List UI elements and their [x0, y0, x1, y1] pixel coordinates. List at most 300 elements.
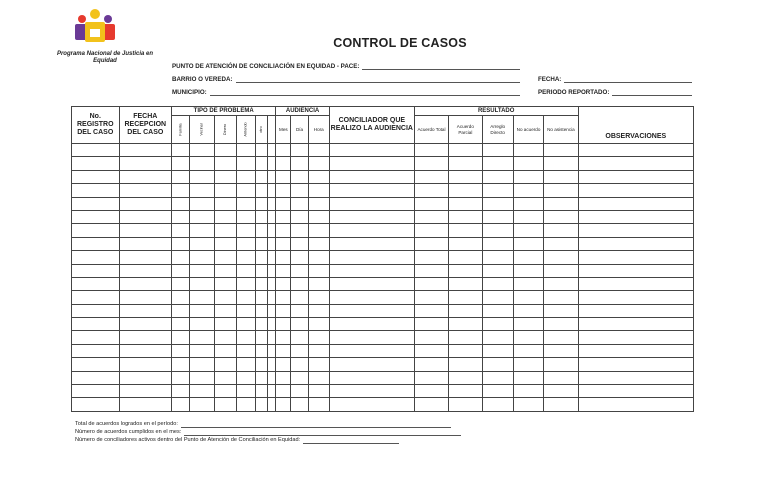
table-cell[interactable] — [236, 264, 255, 277]
table-cell[interactable] — [308, 304, 329, 317]
table-cell[interactable] — [329, 144, 414, 157]
table-cell[interactable] — [214, 251, 236, 264]
table-cell[interactable] — [276, 224, 291, 237]
table-cell[interactable] — [119, 398, 172, 412]
table-cell[interactable] — [255, 210, 267, 223]
table-cell[interactable] — [291, 264, 308, 277]
table-cell[interactable] — [214, 398, 236, 412]
table-cell[interactable] — [268, 264, 276, 277]
table-cell[interactable] — [172, 344, 190, 357]
table-cell[interactable] — [482, 358, 513, 371]
table-cell[interactable] — [449, 210, 482, 223]
table-cell[interactable] — [268, 331, 276, 344]
table-cell[interactable] — [449, 291, 482, 304]
table-cell[interactable] — [276, 291, 291, 304]
table-cell[interactable] — [72, 264, 120, 277]
table-cell[interactable] — [513, 210, 543, 223]
table-cell[interactable] — [482, 331, 513, 344]
table-cell[interactable] — [308, 184, 329, 197]
table-cell[interactable] — [276, 318, 291, 331]
table-cell[interactable] — [276, 344, 291, 357]
table-cell[interactable] — [308, 224, 329, 237]
field-punto-atencion[interactable] — [172, 63, 520, 70]
table-cell[interactable] — [119, 358, 172, 371]
table-cell[interactable] — [190, 291, 214, 304]
table-cell[interactable] — [449, 170, 482, 183]
table-cell[interactable] — [72, 184, 120, 197]
table-cell[interactable] — [482, 184, 513, 197]
table-cell[interactable] — [276, 358, 291, 371]
table-cell[interactable] — [119, 291, 172, 304]
table-cell[interactable] — [544, 398, 578, 412]
table-cell[interactable] — [119, 331, 172, 344]
field-periodo[interactable] — [538, 89, 692, 96]
table-cell[interactable] — [513, 371, 543, 384]
table-cell[interactable] — [119, 371, 172, 384]
table-cell[interactable] — [255, 371, 267, 384]
table-cell[interactable] — [236, 385, 255, 398]
table-cell[interactable] — [482, 344, 513, 357]
table-cell[interactable] — [291, 331, 308, 344]
table-cell[interactable] — [276, 210, 291, 223]
table-cell[interactable] — [214, 318, 236, 331]
table-cell[interactable] — [172, 371, 190, 384]
table-cell[interactable] — [513, 224, 543, 237]
table-cell[interactable] — [236, 251, 255, 264]
table-cell[interactable] — [308, 398, 329, 412]
table-cell[interactable] — [291, 157, 308, 170]
table-cell[interactable] — [414, 277, 448, 290]
table-cell[interactable] — [414, 398, 448, 412]
table-cell[interactable] — [544, 277, 578, 290]
table-cell[interactable] — [513, 304, 543, 317]
table-cell[interactable] — [214, 358, 236, 371]
table-cell[interactable] — [72, 210, 120, 223]
table-cell[interactable] — [72, 277, 120, 290]
table-cell[interactable] — [414, 251, 448, 264]
table-cell[interactable] — [276, 371, 291, 384]
table-cell[interactable] — [214, 331, 236, 344]
table-cell[interactable] — [329, 197, 414, 210]
table-cell[interactable] — [291, 344, 308, 357]
table-cell[interactable] — [291, 144, 308, 157]
table-cell[interactable] — [578, 170, 693, 183]
table-cell[interactable] — [214, 144, 236, 157]
table-cell[interactable] — [255, 264, 267, 277]
table-cell[interactable] — [268, 157, 276, 170]
table-cell[interactable] — [268, 344, 276, 357]
cumplidos-field[interactable] — [75, 428, 461, 436]
table-cell[interactable] — [329, 344, 414, 357]
table-cell[interactable] — [578, 210, 693, 223]
table-cell[interactable] — [329, 331, 414, 344]
table-cell[interactable] — [276, 170, 291, 183]
field-municipio[interactable] — [172, 89, 520, 96]
table-cell[interactable] — [329, 385, 414, 398]
table-cell[interactable] — [449, 184, 482, 197]
table-cell[interactable] — [255, 358, 267, 371]
table-cell[interactable] — [190, 318, 214, 331]
table-cell[interactable] — [214, 344, 236, 357]
table-cell[interactable] — [513, 291, 543, 304]
table-cell[interactable] — [482, 318, 513, 331]
table-cell[interactable] — [172, 358, 190, 371]
table-cell[interactable] — [72, 385, 120, 398]
table-cell[interactable] — [544, 358, 578, 371]
table-cell[interactable] — [72, 237, 120, 250]
table-cell[interactable] — [513, 251, 543, 264]
table-cell[interactable] — [513, 331, 543, 344]
table-cell[interactable] — [513, 237, 543, 250]
table-cell[interactable] — [414, 331, 448, 344]
table-cell[interactable] — [544, 170, 578, 183]
table-cell[interactable] — [72, 224, 120, 237]
table-cell[interactable] — [236, 210, 255, 223]
table-cell[interactable] — [482, 144, 513, 157]
table-cell[interactable] — [291, 210, 308, 223]
table-cell[interactable] — [482, 264, 513, 277]
table-cell[interactable] — [119, 197, 172, 210]
table-cell[interactable] — [236, 197, 255, 210]
table-cell[interactable] — [172, 398, 190, 412]
table-cell[interactable] — [482, 170, 513, 183]
table-cell[interactable] — [308, 277, 329, 290]
table-cell[interactable] — [119, 264, 172, 277]
table-cell[interactable] — [578, 197, 693, 210]
table-cell[interactable] — [72, 371, 120, 384]
table-cell[interactable] — [214, 291, 236, 304]
table-cell[interactable] — [255, 170, 267, 183]
table-cell[interactable] — [172, 318, 190, 331]
table-cell[interactable] — [190, 197, 214, 210]
table-cell[interactable] — [72, 304, 120, 317]
table-cell[interactable] — [276, 398, 291, 412]
table-cell[interactable] — [414, 318, 448, 331]
table-cell[interactable] — [236, 237, 255, 250]
table-cell[interactable] — [190, 157, 214, 170]
table-cell[interactable] — [255, 237, 267, 250]
table-cell[interactable] — [578, 398, 693, 412]
table-cell[interactable] — [172, 304, 190, 317]
table-cell[interactable] — [513, 277, 543, 290]
table-cell[interactable] — [414, 264, 448, 277]
table-cell[interactable] — [578, 371, 693, 384]
table-cell[interactable] — [482, 224, 513, 237]
table-cell[interactable] — [544, 251, 578, 264]
table-cell[interactable] — [190, 237, 214, 250]
table-cell[interactable] — [268, 358, 276, 371]
table-cell[interactable] — [482, 291, 513, 304]
table-cell[interactable] — [414, 344, 448, 357]
table-cell[interactable] — [268, 197, 276, 210]
table-cell[interactable] — [214, 264, 236, 277]
table-cell[interactable] — [578, 344, 693, 357]
table-cell[interactable] — [544, 304, 578, 317]
table-cell[interactable] — [544, 237, 578, 250]
conciliadores-field[interactable] — [75, 436, 461, 444]
table-cell[interactable] — [329, 264, 414, 277]
table-cell[interactable] — [513, 318, 543, 331]
table-cell[interactable] — [482, 237, 513, 250]
table-cell[interactable] — [414, 184, 448, 197]
table-cell[interactable] — [172, 157, 190, 170]
table-cell[interactable] — [308, 237, 329, 250]
table-cell[interactable] — [190, 371, 214, 384]
table-cell[interactable] — [544, 157, 578, 170]
table-cell[interactable] — [308, 264, 329, 277]
table-cell[interactable] — [268, 318, 276, 331]
table-cell[interactable] — [172, 224, 190, 237]
table-cell[interactable] — [291, 184, 308, 197]
table-cell[interactable] — [513, 398, 543, 412]
table-cell[interactable] — [482, 398, 513, 412]
table-cell[interactable] — [119, 277, 172, 290]
table-cell[interactable] — [513, 385, 543, 398]
table-cell[interactable] — [190, 331, 214, 344]
table-cell[interactable] — [308, 318, 329, 331]
table-cell[interactable] — [414, 224, 448, 237]
table-cell[interactable] — [72, 398, 120, 412]
table-cell[interactable] — [236, 331, 255, 344]
table-cell[interactable] — [255, 385, 267, 398]
table-cell[interactable] — [190, 144, 214, 157]
table-cell[interactable] — [172, 170, 190, 183]
table-cell[interactable] — [291, 358, 308, 371]
table-cell[interactable] — [214, 170, 236, 183]
table-cell[interactable] — [544, 331, 578, 344]
table-cell[interactable] — [291, 371, 308, 384]
table-cell[interactable] — [308, 157, 329, 170]
table-cell[interactable] — [449, 344, 482, 357]
table-cell[interactable] — [268, 170, 276, 183]
table-cell[interactable] — [255, 398, 267, 412]
table-cell[interactable] — [119, 304, 172, 317]
table-cell[interactable] — [414, 371, 448, 384]
table-cell[interactable] — [236, 224, 255, 237]
table-cell[interactable] — [544, 385, 578, 398]
table-cell[interactable] — [308, 331, 329, 344]
table-cell[interactable] — [72, 344, 120, 357]
table-cell[interactable] — [449, 264, 482, 277]
table-cell[interactable] — [255, 144, 267, 157]
table-cell[interactable] — [544, 144, 578, 157]
table-cell[interactable] — [449, 371, 482, 384]
table-cell[interactable] — [578, 144, 693, 157]
table-cell[interactable] — [308, 144, 329, 157]
table-cell[interactable] — [268, 291, 276, 304]
table-cell[interactable] — [578, 304, 693, 317]
table-cell[interactable] — [72, 157, 120, 170]
table-cell[interactable] — [291, 398, 308, 412]
table-cell[interactable] — [513, 157, 543, 170]
table-cell[interactable] — [513, 197, 543, 210]
table-cell[interactable] — [276, 331, 291, 344]
table-cell[interactable] — [172, 277, 190, 290]
table-cell[interactable] — [268, 144, 276, 157]
table-cell[interactable] — [449, 318, 482, 331]
table-cell[interactable] — [414, 358, 448, 371]
table-cell[interactable] — [414, 291, 448, 304]
table-cell[interactable] — [236, 304, 255, 317]
table-cell[interactable] — [329, 371, 414, 384]
table-cell[interactable] — [578, 291, 693, 304]
table-cell[interactable] — [578, 237, 693, 250]
table-cell[interactable] — [329, 157, 414, 170]
table-cell[interactable] — [291, 237, 308, 250]
table-cell[interactable] — [329, 251, 414, 264]
table-cell[interactable] — [236, 371, 255, 384]
table-cell[interactable] — [236, 277, 255, 290]
table-cell[interactable] — [308, 385, 329, 398]
table-cell[interactable] — [276, 237, 291, 250]
table-cell[interactable] — [291, 277, 308, 290]
table-cell[interactable] — [482, 210, 513, 223]
table-cell[interactable] — [544, 344, 578, 357]
table-cell[interactable] — [329, 170, 414, 183]
table-cell[interactable] — [544, 224, 578, 237]
table-cell[interactable] — [308, 170, 329, 183]
table-cell[interactable] — [255, 157, 267, 170]
table-cell[interactable] — [276, 385, 291, 398]
table-cell[interactable] — [255, 277, 267, 290]
table-cell[interactable] — [544, 318, 578, 331]
table-cell[interactable] — [236, 398, 255, 412]
table-cell[interactable] — [268, 184, 276, 197]
table-cell[interactable] — [268, 251, 276, 264]
table-cell[interactable] — [291, 304, 308, 317]
table-cell[interactable] — [72, 291, 120, 304]
table-cell[interactable] — [308, 358, 329, 371]
table-cell[interactable] — [119, 170, 172, 183]
table-cell[interactable] — [119, 157, 172, 170]
table-cell[interactable] — [329, 237, 414, 250]
table-cell[interactable] — [236, 170, 255, 183]
table-cell[interactable] — [268, 237, 276, 250]
total-logrados-field[interactable] — [75, 420, 461, 428]
table-cell[interactable] — [482, 157, 513, 170]
table-cell[interactable] — [449, 144, 482, 157]
table-cell[interactable] — [276, 157, 291, 170]
field-fecha[interactable] — [538, 76, 692, 83]
table-cell[interactable] — [329, 398, 414, 412]
table-cell[interactable] — [268, 371, 276, 384]
table-cell[interactable] — [544, 371, 578, 384]
table-cell[interactable] — [236, 144, 255, 157]
table-cell[interactable] — [449, 251, 482, 264]
field-barrio[interactable] — [172, 76, 520, 83]
table-cell[interactable] — [329, 210, 414, 223]
table-cell[interactable] — [578, 277, 693, 290]
table-cell[interactable] — [214, 304, 236, 317]
table-cell[interactable] — [172, 264, 190, 277]
table-cell[interactable] — [172, 210, 190, 223]
table-cell[interactable] — [291, 224, 308, 237]
table-cell[interactable] — [578, 157, 693, 170]
table-cell[interactable] — [449, 358, 482, 371]
table-cell[interactable] — [236, 344, 255, 357]
table-cell[interactable] — [291, 318, 308, 331]
table-cell[interactable] — [214, 210, 236, 223]
table-cell[interactable] — [214, 157, 236, 170]
table-cell[interactable] — [414, 385, 448, 398]
table-cell[interactable] — [214, 184, 236, 197]
table-cell[interactable] — [414, 197, 448, 210]
table-cell[interactable] — [276, 277, 291, 290]
table-cell[interactable] — [578, 385, 693, 398]
table-cell[interactable] — [119, 251, 172, 264]
table-cell[interactable] — [255, 184, 267, 197]
table-cell[interactable] — [72, 170, 120, 183]
table-cell[interactable] — [578, 358, 693, 371]
table-cell[interactable] — [190, 398, 214, 412]
table-cell[interactable] — [449, 331, 482, 344]
table-cell[interactable] — [482, 385, 513, 398]
table-cell[interactable] — [513, 170, 543, 183]
table-cell[interactable] — [578, 184, 693, 197]
table-cell[interactable] — [276, 264, 291, 277]
table-cell[interactable] — [449, 157, 482, 170]
table-cell[interactable] — [578, 264, 693, 277]
table-cell[interactable] — [544, 184, 578, 197]
table-cell[interactable] — [119, 224, 172, 237]
table-cell[interactable] — [172, 291, 190, 304]
table-cell[interactable] — [449, 237, 482, 250]
table-cell[interactable] — [268, 224, 276, 237]
table-cell[interactable] — [308, 251, 329, 264]
table-cell[interactable] — [255, 224, 267, 237]
table-cell[interactable] — [236, 318, 255, 331]
table-cell[interactable] — [414, 157, 448, 170]
table-cell[interactable] — [72, 144, 120, 157]
table-cell[interactable] — [276, 304, 291, 317]
table-cell[interactable] — [214, 224, 236, 237]
table-cell[interactable] — [255, 318, 267, 331]
table-cell[interactable] — [255, 344, 267, 357]
table-cell[interactable] — [308, 197, 329, 210]
table-cell[interactable] — [414, 170, 448, 183]
table-cell[interactable] — [308, 291, 329, 304]
table-cell[interactable] — [329, 318, 414, 331]
table-cell[interactable] — [414, 304, 448, 317]
table-cell[interactable] — [329, 291, 414, 304]
table-cell[interactable] — [190, 184, 214, 197]
table-cell[interactable] — [172, 385, 190, 398]
table-cell[interactable] — [172, 197, 190, 210]
table-cell[interactable] — [268, 385, 276, 398]
table-cell[interactable] — [329, 277, 414, 290]
table-cell[interactable] — [449, 385, 482, 398]
table-cell[interactable] — [119, 144, 172, 157]
table-cell[interactable] — [214, 197, 236, 210]
table-cell[interactable] — [255, 331, 267, 344]
table-cell[interactable] — [513, 358, 543, 371]
table-cell[interactable] — [276, 197, 291, 210]
table-cell[interactable] — [190, 385, 214, 398]
table-cell[interactable] — [544, 264, 578, 277]
table-cell[interactable] — [449, 197, 482, 210]
table-cell[interactable] — [291, 197, 308, 210]
table-cell[interactable] — [119, 344, 172, 357]
table-cell[interactable] — [276, 144, 291, 157]
table-cell[interactable] — [268, 210, 276, 223]
table-cell[interactable] — [291, 385, 308, 398]
table-cell[interactable] — [119, 385, 172, 398]
table-cell[interactable] — [190, 277, 214, 290]
table-cell[interactable] — [190, 358, 214, 371]
table-cell[interactable] — [482, 197, 513, 210]
table-cell[interactable] — [513, 184, 543, 197]
table-cell[interactable] — [482, 277, 513, 290]
